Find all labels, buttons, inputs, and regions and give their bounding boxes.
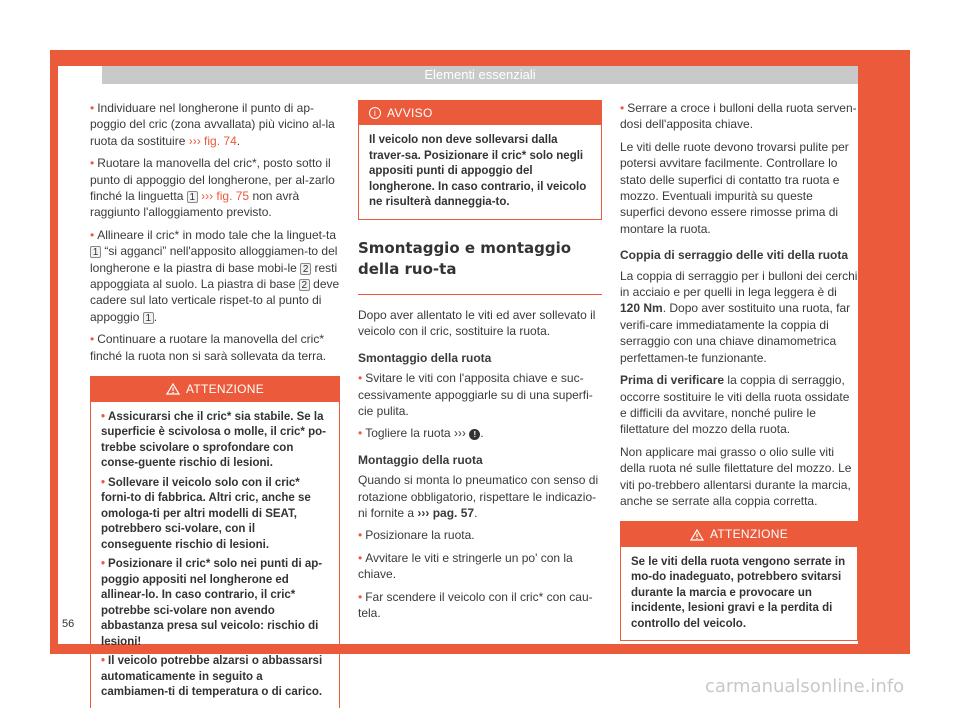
page-57-link[interactable]: ››› pag. 57 xyxy=(417,505,475,520)
list-item: • Far scendere il veicolo con il cric* con cau-tela. xyxy=(358,589,593,620)
list-item: • Allineare il cric* in modo tale che la linguet-ta 1 “si agganci” nell'apposito alloggiamen-to del longherone e la piastra di base mobi-le 2 resti appoggiata al suolo. La piastra di base 2 deve cadere sul lato verticale rispet-to al punto di appoggio 1 . xyxy=(90,227,340,324)
column-2 xyxy=(358,100,602,627)
bullet-icon: • xyxy=(90,156,95,171)
subheading: Smontaggio della ruota xyxy=(358,350,492,365)
paragraph: Non applicare mai grasso o olio sulle viti della ruota né sulle filettature del mozzo. Le viti po-trebbero allentarsi durante la marcia, anche se serrate alla coppia corretta. xyxy=(620,444,852,508)
bullet-icon: • xyxy=(90,227,95,242)
list-item: • Assicurarsi che il cric* sia stabile. Se la superficie è scivolosa o molle, il cric* po-trebbe scivolare o sprofondare con conse-guente rischio di lesioni. xyxy=(101,410,326,469)
callout-number: 2 xyxy=(300,263,311,275)
list-item: • Individuare nel longherone il punto di ap-poggio del cric (zona avvallata) più vicino al-la ruota da sostituire ››› fig. 74. xyxy=(90,101,335,148)
list-item: • Posizionare il cric* solo nei punti di ap-poggio appositi nel longherone ed allinear-lo. In caso contrario, il cric* potrebbe sci-volare non avendo abbastanza presa sul veicolo: rischio di lesioni! xyxy=(101,558,323,648)
subheading: Coppia di serraggio delle viti della ruota xyxy=(620,248,849,263)
bullet-icon: • xyxy=(101,476,106,489)
list-item: • Ruotare la manovella del cric*, posto sotto il punto di appoggio del longherone, per al-zarlo finché la linguetta 1 ››› fig. 75 non avrà raggiunto l'alloggiamento previsto. xyxy=(90,156,335,220)
warning-box-body: Se le viti della ruota vengono serrate in mo-do inadeguato, potrebbero svitarsi durante la marcia e provocare un incidente, lesioni gravi e la perdita di controllo del veicolo. xyxy=(631,555,846,630)
fig-75-link[interactable]: ››› fig. 75 xyxy=(201,189,250,204)
bullet-icon: • xyxy=(90,332,95,347)
list-item: • Sollevare il veicolo solo con il cric* forni-to di fabbrica. Altri cric, anche se omologa-ti per altri modelli di SEAT, potrebbero sci-volare, con il conseguente rischio di lesioni. xyxy=(101,476,311,551)
callout-number: 2 xyxy=(299,279,310,291)
list-item: • Continuare a ruotare la manovella del cric* finché la ruota non si sarà sollevata da terra. xyxy=(90,332,327,363)
bullet-icon: • xyxy=(358,550,363,565)
fig-74-link[interactable]: ››› fig. 74 xyxy=(188,133,237,148)
notice-box-title: i AVVISO xyxy=(359,101,601,125)
section-title: Smontaggio e montaggio della ruo-ta xyxy=(358,238,572,278)
subheading: Montaggio della ruota xyxy=(358,452,483,467)
bullet-icon: • xyxy=(101,655,106,667)
bullet-icon: • xyxy=(358,371,363,386)
notice-box xyxy=(358,100,602,220)
warning-box xyxy=(90,376,340,708)
paragraph: Le viti delle ruote devono trovarsi pulite per potersi avvitare facilmente. Controllare lo stato delle superfici di contatto tra ruota e mozzo. Eventuali impurità su queste superfici devono essere rimosse prima di montare la ruota. xyxy=(620,139,849,236)
warning-box xyxy=(620,521,858,641)
bullet-icon: • xyxy=(101,558,106,570)
warning-box-title: ATTENZIONE xyxy=(91,377,339,401)
page-header: Elementi essenziali xyxy=(102,66,858,84)
paragraph: La coppia di serraggio per i bulloni dei cerchi in acciaio e per quelli in lega leggera è di 120 Nm. Dopo aver sostituito una ruota, far verifi-care immediatamente la coppia di serraggio con una chiave dinamometrica perfettamen-te funzionante. xyxy=(620,268,858,365)
column-3 xyxy=(620,100,858,649)
warning-icon xyxy=(690,529,704,541)
callout-number: 1 xyxy=(143,312,154,324)
warning-icon xyxy=(166,383,180,395)
list-item: • Avvitare le viti e stringerle un po' con la chiave. xyxy=(358,550,573,582)
list-item: • Il veicolo potrebbe alzarsi o abbassarsi automaticamente in seguito a cambiamen-ti di temperatura o di carico. xyxy=(101,655,323,698)
bullet-icon: • xyxy=(90,101,95,115)
ref-arrow[interactable]: ››› xyxy=(453,426,466,441)
paragraph: Quando si monta lo pneumatico con senso di rotazione obbligatorio, rispettare le indicazio-ni fornite a ››› pag. 57. xyxy=(358,473,599,520)
divider xyxy=(358,294,602,295)
bullet-icon: • xyxy=(358,426,363,441)
paragraph: Prima di verificare la coppia di serraggio, occorre sostituire le viti della ruota ossidate e difficili da avvitare, nonché pulire le filettature del mozzo della ruota. xyxy=(620,373,850,437)
page-number: 56 xyxy=(62,618,75,630)
watermark: carmanualsonline.info xyxy=(705,676,905,697)
warning-box-title: ATTENZIONE xyxy=(621,522,857,546)
bullet-icon: • xyxy=(101,410,106,423)
notice-box-body: Il veicolo non deve sollevarsi dalla traver-sa. Posizionare il cric* solo negli appositi punti di appoggio del longherone. In caso contrario, il veicolo ne risulterà danneggia-to. xyxy=(369,134,587,209)
list-item: • Serrare a croce i bulloni della ruota serven-dosi dell'apposita chiave. xyxy=(620,101,857,132)
bullet-icon: • xyxy=(358,589,363,604)
column-1 xyxy=(90,100,340,708)
bullet-icon: • xyxy=(358,528,363,543)
warning-circle-icon: ! xyxy=(469,429,480,440)
paragraph: Dopo aver allentato le viti ed aver sollevato il veicolo con il cric, sostituire la ruota. xyxy=(358,307,596,339)
bullet-icon: • xyxy=(620,101,625,115)
list-item: • Svitare le viti con l'apposita chiave e suc-cessivamente appoggiarle su di una superfi-cie pulita. xyxy=(358,371,593,418)
info-icon: i xyxy=(369,107,381,119)
warning-box-body xyxy=(91,402,339,708)
callout-number: 1 xyxy=(187,191,198,203)
list-item: • Posizionare la ruota. xyxy=(358,528,475,543)
callout-number: 1 xyxy=(90,246,101,258)
list-item: • Togliere la ruota ››› ! . xyxy=(358,426,484,441)
